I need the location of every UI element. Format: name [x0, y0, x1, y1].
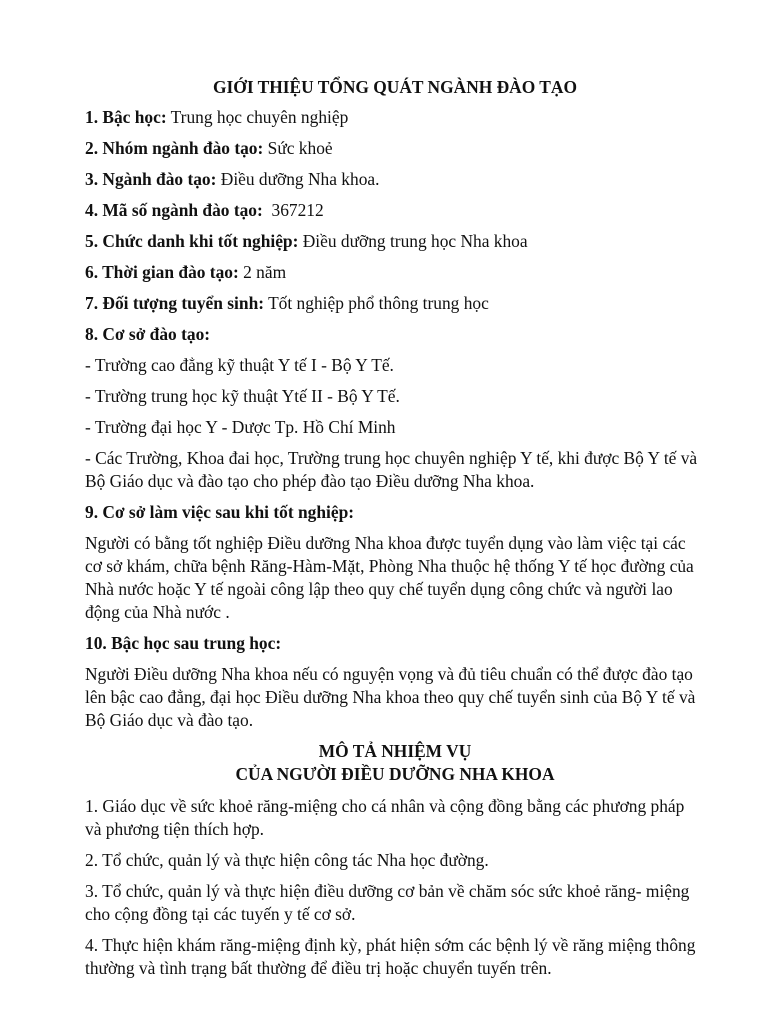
field-thoi-gian — [85, 261, 705, 284]
document-content — [85, 76, 705, 988]
field-value: Trung học chuyên nghiệp — [166, 107, 349, 127]
field-label: 5. Chức danh khi tốt nghiệp: — [85, 231, 299, 251]
field-value: Điều dưỡng trung học Nha khoa — [298, 231, 528, 251]
field-value: 2 năm — [238, 262, 287, 282]
section-8-heading: 8. Cơ sở đào tạo: — [85, 324, 211, 344]
field-value: 367212 — [262, 200, 324, 220]
duties-title — [85, 740, 705, 786]
field-value: Điều dưỡng Nha khoa. — [216, 169, 380, 189]
duty-item: 4. Thực hiện khám răng-miệng định kỳ, phát hiện sớm các bệnh lý về răng miệng thông thường và tình trạng bất thường để điều trị hoặc chuyển tuyến trên. — [85, 935, 696, 978]
field-nhom-nganh — [85, 137, 705, 160]
field-ma-so — [85, 199, 705, 222]
field-label: 3. Ngành đào tạo: — [85, 169, 217, 189]
duty-item: 3. Tổ chức, quản lý và thực hiện điều dưỡng cơ bản về chăm sóc sức khoẻ răng- miệng cho cộng đồng tại các tuyến y tế cơ sở. — [85, 881, 690, 924]
field-chuc-danh — [85, 230, 705, 253]
section-10-text: Người Điều dưỡng Nha khoa nếu có nguyện vọng và đủ tiêu chuẩn có thể được đào tạo lên bậc cao đẳng, đại học Điều dưỡng Nha khoa theo quy chế tuyển sinh của Bộ Y tế và Bộ Giáo dục và đào tạo. — [85, 664, 696, 730]
section-10-heading: 10. Bậc học sau trung học: — [85, 633, 282, 653]
section-9-heading: 9. Cơ sở làm việc sau khi tốt nghiệp: — [85, 502, 355, 522]
field-value: Tốt nghiệp phổ thông trung học — [264, 293, 489, 313]
duty-item: 2. Tổ chức, quản lý và thực hiện công tác Nha học đường. — [85, 850, 489, 870]
field-label: 2. Nhóm ngành đào tạo: — [85, 138, 264, 158]
list-item: - Trường trung học kỹ thuật Ytế II - Bộ Y Tế. — [85, 386, 400, 406]
field-label: 4. Mã số ngành đào tạo: — [85, 200, 263, 220]
list-item: - Trường cao đẳng kỹ thuật Y tế I - Bộ Y Tế. — [85, 355, 394, 375]
field-bac-hoc — [85, 106, 705, 129]
duties-title-line-2: CỦA NGƯỜI ĐIỀU DƯỠNG NHA KHOA — [235, 764, 555, 784]
document-title: GIỚI THIỆU TỔNG QUÁT NGÀNH ĐÀO TẠO — [213, 77, 577, 97]
duties-title-line-1: MÔ TẢ NHIỆM VỤ — [318, 741, 472, 761]
section-9-text: Người có bằng tốt nghiệp Điều dưỡng Nha khoa được tuyển dụng vào làm việc tại các cơ sở khám, chữa bệnh Răng-Hàm-Mặt, Phòng Nha thuộc hệ thống Y tế học đường của Nhà nước hoặc Y tế ngoài công lập theo quy chế tuyển dụng công chức và người lao động của Nhà nước . — [85, 533, 694, 622]
field-label: 7. Đối tượng tuyển sinh: — [85, 293, 265, 313]
field-label: 6. Thời gian đào tạo: — [85, 262, 239, 282]
field-doi-tuong — [85, 292, 705, 315]
field-nganh-dao-tao — [85, 168, 705, 191]
list-item: - Các Trường, Khoa đai học, Trường trung học chuyên nghiệp Y tế, khi được Bộ Y tế và Bộ Giáo dục và đào tạo cho phép đào tạo Điều dưỡng Nha khoa. — [85, 448, 698, 491]
list-item: - Trường đại học Y - Dược Tp. Hồ Chí Minh — [85, 417, 396, 437]
field-label: 1. Bậc học: — [85, 107, 167, 127]
field-value: Sức khoẻ — [263, 138, 333, 158]
duty-item: 1. Giáo dục về sức khoẻ răng-miệng cho cá nhân và cộng đồng bằng các phương pháp và phương tiện thích hợp. — [85, 796, 685, 839]
